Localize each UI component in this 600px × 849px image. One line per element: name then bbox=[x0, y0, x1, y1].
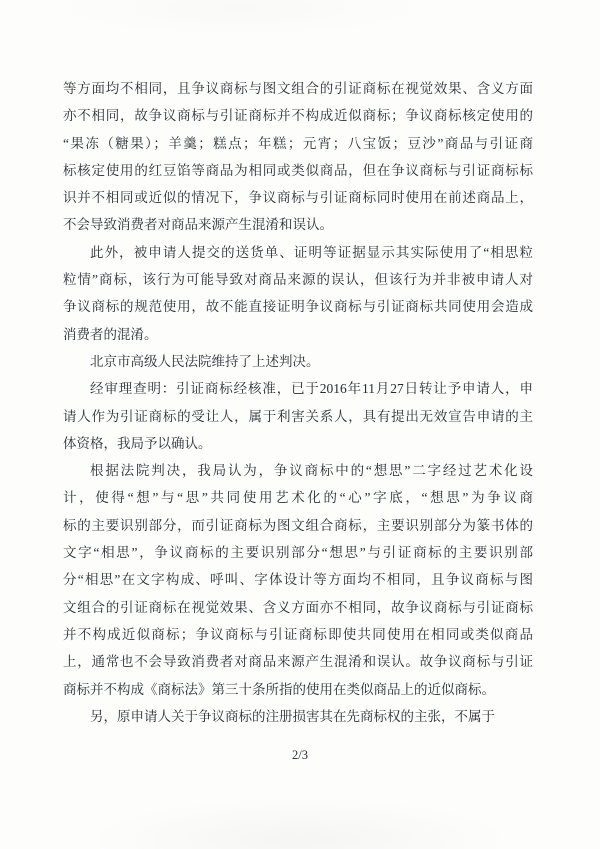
text-line: “果冻（糖果）；羊羹；糕点；年糕；元宵；八宝饭；豆沙”商品与引证商 bbox=[63, 135, 533, 151]
text-line: 上，通常也不会导致消费者对商品来源产生混淆和误认。故争议商标与引证 bbox=[63, 654, 533, 670]
paragraph bbox=[63, 375, 533, 457]
text-line: 并不构成近似商标；争议商标与引证商标即使共同使用在相同或类似商品 bbox=[63, 626, 533, 642]
text-line: 经审理查明：引证商标经核准，已于2016年11月27日转让予申请人，申 bbox=[90, 381, 533, 397]
text-line: 另，原申请人关于争议商标的注册损害其在先商标权的主张，不属于 bbox=[90, 708, 495, 724]
text-line: 根据法院判决，我局认为，争议商标中的“想思”二字经过艺术化设 bbox=[90, 463, 533, 479]
text-line: 标的主要识别部分，而引证商标为图文组合商标，主要识别部分为篆书体的 bbox=[63, 517, 533, 533]
text-line: 粒情”商标，该行为可能导致对商品来源的误认，但该行为并非被申请人对 bbox=[63, 272, 533, 288]
text-line: 亦不相同，故争议商标与引证商标并不构成近似商标；争议商标核定使用的 bbox=[63, 108, 533, 124]
text-line: 商标并不构成《商标法》第三十条所指的使用在类似商品上的近似商标。 bbox=[63, 681, 495, 697]
text-line: 争议商标的规范使用，故不能直接证明争议商标与引证商标共同使用会造成 bbox=[63, 299, 533, 315]
paragraph bbox=[63, 75, 533, 239]
text-line: 不会导致消费者对商品来源产生混淆和误认。 bbox=[63, 217, 333, 233]
text-line: 标核定使用的红豆馅等商品为相同或类似商品，但在争议商标与引证商标标 bbox=[63, 162, 533, 178]
text-line: 北京市高级人民法院维持了上述判决。 bbox=[90, 353, 320, 369]
text-line: 文字“相思”，争议商标的主要识别部分“想思”与引证商标的主要识别部 bbox=[63, 545, 533, 561]
text-line: 文组合的引证商标在视觉效果、含义方面亦不相同，故争议商标与引证商标 bbox=[63, 599, 533, 615]
text-line: 请人作为引证商标的受让人，属于利害关系人，具有提出无效宣告申请的主 bbox=[63, 408, 533, 424]
text-line: 体资格，我局予以确认。 bbox=[63, 435, 212, 451]
paragraph bbox=[63, 239, 533, 348]
document-body bbox=[63, 75, 533, 730]
text-line: 分“相思”在文字构成、呼叫、字体设计等方面均不相同，且争议商标与图 bbox=[63, 572, 533, 588]
text-line: 识并不相同或近似的情况下，争议商标与引证商标同时使用在前述商品上， bbox=[63, 190, 533, 206]
paragraph bbox=[63, 457, 533, 703]
page-number: 2/3 bbox=[292, 748, 308, 762]
paragraph bbox=[63, 703, 533, 730]
text-line: 等方面均不相同，且争议商标与图文组合的引证商标在视觉效果、含义方面 bbox=[63, 81, 533, 96]
paragraph bbox=[63, 348, 533, 375]
text-line: 计，使得“想”与“思”共同使用艺术化的“心”字底，“想思”为争议商 bbox=[63, 490, 533, 506]
text-line: 此外，被申请人提交的送货单、证明等证据显示其实际使用了“相思粒 bbox=[90, 244, 533, 260]
text-line: 消费者的混淆。 bbox=[63, 326, 158, 342]
